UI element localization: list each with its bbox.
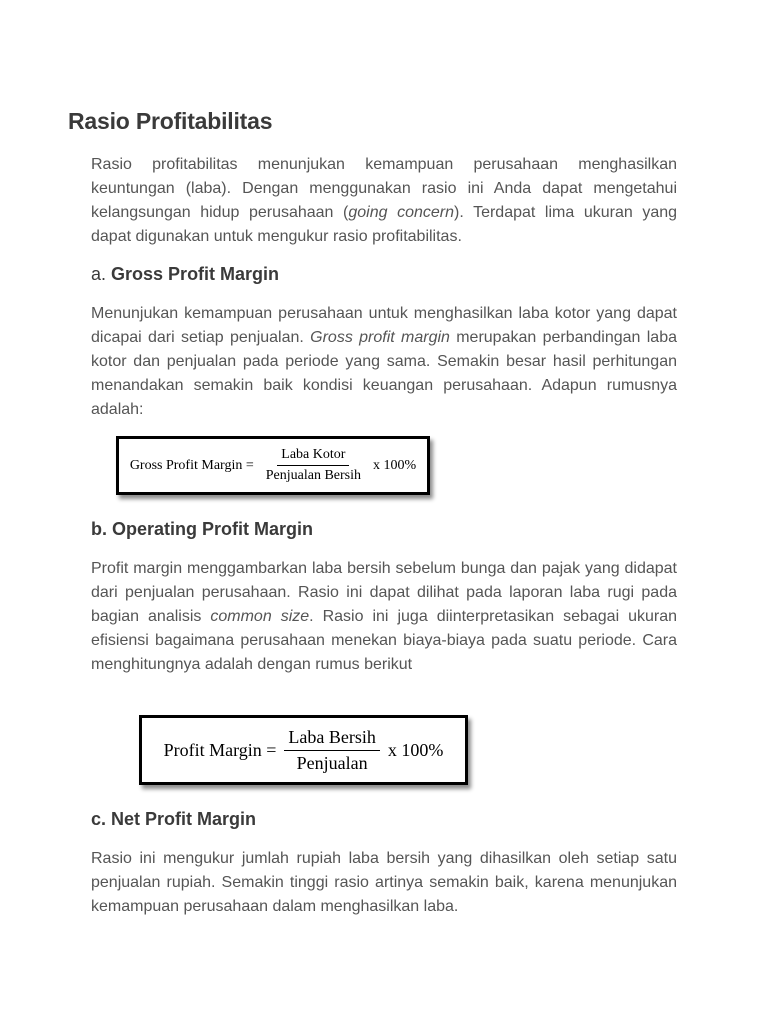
section-c-paragraph: Rasio ini mengukur jumlah rupiah laba bersih yang dihasilkan oleh setiap satu penjualan rupiah. Semakin tinggi rasio artinya semakin baik, karena menunjukan kemampuan perusahaan dalam menghasilkan laba.: [91, 850, 677, 915]
intro-italic-term: going concern: [348, 204, 455, 221]
section-b-heading: b. Operating Profit Margin: [91, 519, 314, 539]
formula-multiplier: x 100%: [387, 739, 444, 760]
section-a-prefix: a.: [91, 264, 107, 284]
formula-numerator: Laba Kotor: [277, 447, 349, 466]
intro-text-start: Rasio profitabilitas menunjukan kemampuan perusahaan menghasilkan keuntungan (laba). Dengan menggunakan rasio ini Anda dapat mengetahui kelangsungan hidup perusahaan (: [91, 156, 677, 221]
section-a-italic-term: Gross profit margin: [310, 329, 450, 346]
intro-paragraph: [91, 153, 677, 249]
section-b-text-end: . Rasio ini juga diinterpretasikan sebagai ukuran efisiensi bagaimana perusahaan menekan biaya-biaya pada suatu periode. Cara menghitungnya adalah dengan rumus berikut: [91, 608, 678, 673]
formula-fraction: [262, 447, 365, 484]
formula-fraction: [284, 727, 379, 774]
intro-text-end: ). Terdapat lima ukuran yang dapat digunakan untuk mengukur rasio profitabilitas.: [91, 204, 678, 245]
section-a-paragraph: [91, 302, 677, 422]
operating-profit-margin-formula: [139, 715, 468, 785]
section-a-heading: [91, 264, 279, 285]
formula-multiplier: x 100%: [373, 457, 417, 473]
section-b-text-start: Profit margin menggambarkan laba bersih sebelum bunga dan pajak yang didapat dari penjualan perusahaan. Rasio ini dapat dilihat pada laporan laba rugi pada bagian analisis: [91, 560, 677, 625]
section-a-title: Gross Profit Margin: [111, 264, 280, 284]
page-title: Rasio Profitabilitas: [68, 108, 273, 134]
section-a-text-start: Menunjukan kemampuan perusahaan untuk menghasilkan laba kotor yang dapat dicapai dari setiap penjualan.: [91, 305, 677, 346]
formula-lhs: Gross Profit Margin =: [129, 457, 254, 473]
section-c-heading: c. Net Profit Margin: [91, 809, 257, 829]
section-b-italic-term: common size: [210, 608, 310, 625]
section-b-paragraph: [91, 557, 677, 677]
formula-denominator: Penjualan Bersih: [265, 468, 361, 483]
formula-numerator: Laba Bersih: [284, 727, 379, 751]
formula-denominator: Penjualan: [296, 752, 368, 773]
section-a-text-end: merupakan perbandingan laba kotor dan penjualan pada periode yang sama. Semakin besar hasil perhitungan menandakan semakin baik kondisi keuangan perusahaan. Adapun rumusnya adalah:: [91, 329, 678, 418]
formula-lhs: Profit Margin =: [163, 739, 277, 760]
gross-profit-margin-formula: [116, 436, 430, 495]
